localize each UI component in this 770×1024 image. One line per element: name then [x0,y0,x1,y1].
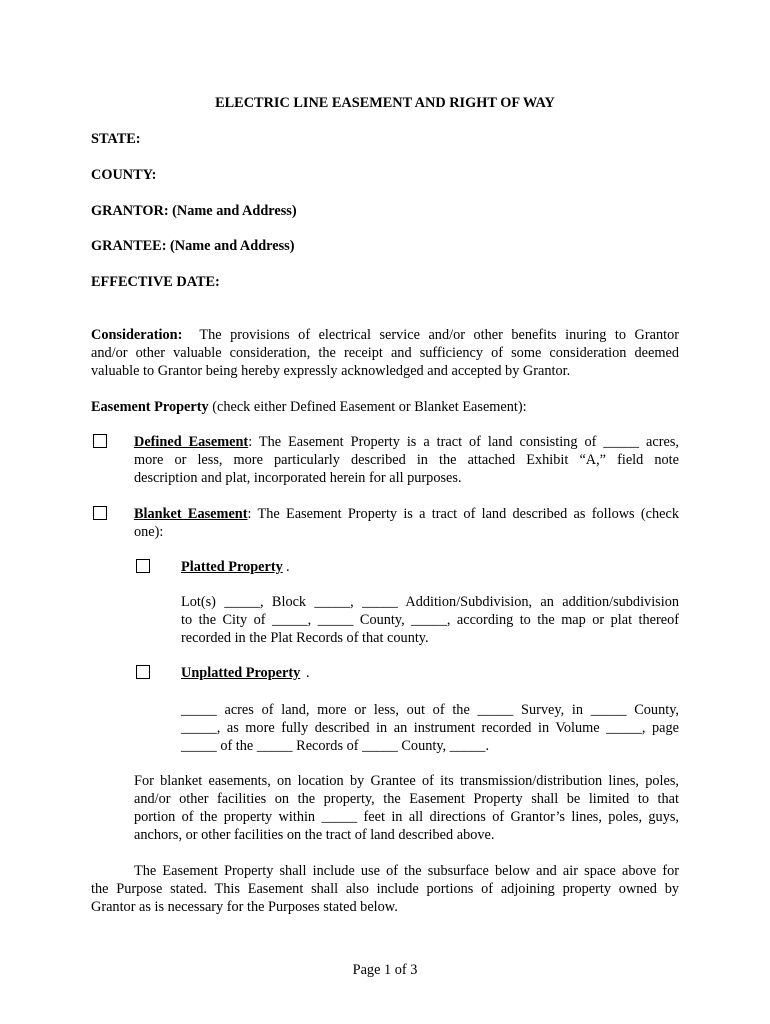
defined-easement-label: Defined Easement [134,434,249,450]
defined-easement-line-2: more or less, more particularly described in the attached Exhibit “A,” field note [134,452,679,468]
defined-easement-line-3: description and plat, incorporated herein for all purposes. [134,470,462,486]
effective-date-field: EFFECTIVE DATE: [91,274,220,290]
defined-easement-checkbox[interactable] [93,434,107,448]
platted-line-3: recorded in the Plat Records of that county. [181,630,429,646]
unplatted-property-label: Unplatted Property [181,665,301,681]
blanket-easement-label: Blanket Easement [134,506,248,522]
subsurface-line-1: The Easement Property shall include use of the subsurface below and air space above for [134,863,679,879]
blanket-limits-line-4: anchors, or other facilities on the tract of land described above. [134,827,495,843]
grantee-field: GRANTEE: (Name and Address) [91,238,295,254]
unplatted-property-checkbox[interactable] [136,665,150,679]
easement-property-heading: Easement Property (check either Defined Easement or Blanket Easement): [91,399,527,415]
page-number: Page 1 of 3 [352,962,418,978]
consideration-line-1: Consideration: The provisions of electrical service and/or other benefits inuring to Grantor [91,327,679,343]
document-title: ELECTRIC LINE EASEMENT AND RIGHT OF WAY [215,95,555,111]
consideration-line-2: and/or other valuable consideration, the receipt and sufficiency of some consideration deemed [91,345,679,361]
defined-easement-line-1: Defined Easement: The Easement Property is a tract of land consisting of _____ acres, [134,434,679,450]
subsurface-line-2: the Purpose stated. This Easement shall also include portions of adjoining property owned by [91,881,679,897]
grantor-field: GRANTOR: (Name and Address) [91,203,297,219]
blanket-easement-line-1: Blanket Easement: The Easement Property is a tract of land described as follows (check [134,506,679,522]
blanket-easement-checkbox[interactable] [93,506,107,520]
subsurface-line-3: Grantor as is necessary for the Purposes stated below. [91,899,398,915]
blanket-limits-line-1: For blanket easements, on location by Grantee of its transmission/distribution lines, poles, [134,773,679,789]
consideration-line-3: valuable to Grantor being hereby expressly acknowledged and accepted by Grantor. [91,363,571,379]
consideration-label: Consideration: [91,327,183,343]
unplatted-line-1: _____ acres of land, more or less, out of the _____ Survey, in _____ County, [181,702,679,718]
unplatted-line-2: _____, as more fully described in an instrument recorded in Volume _____, page [181,720,679,736]
county-field: COUNTY: [91,167,157,183]
blanket-limits-line-3: portion of the property within _____ feet in all directions of Grantor’s lines, poles, guys, [134,809,679,825]
platted-line-2: to the City of _____, _____ County, _____, according to the map or plat thereof [181,612,679,628]
blanket-easement-line-2: one): [134,524,164,540]
platted-property-label: Platted Property [181,559,283,575]
state-field: STATE: [91,131,141,147]
blanket-limits-line-2: and/or other facilities on the property, the Easement Property shall be limited to that [134,791,679,807]
platted-line-1: Lot(s) _____, Block _____, _____ Addition/Subdivision, an addition/subdivision [181,594,679,610]
platted-property-checkbox[interactable] [136,559,150,573]
unplatted-line-3: _____ of the _____ Records of _____ County, _____. [181,738,490,754]
